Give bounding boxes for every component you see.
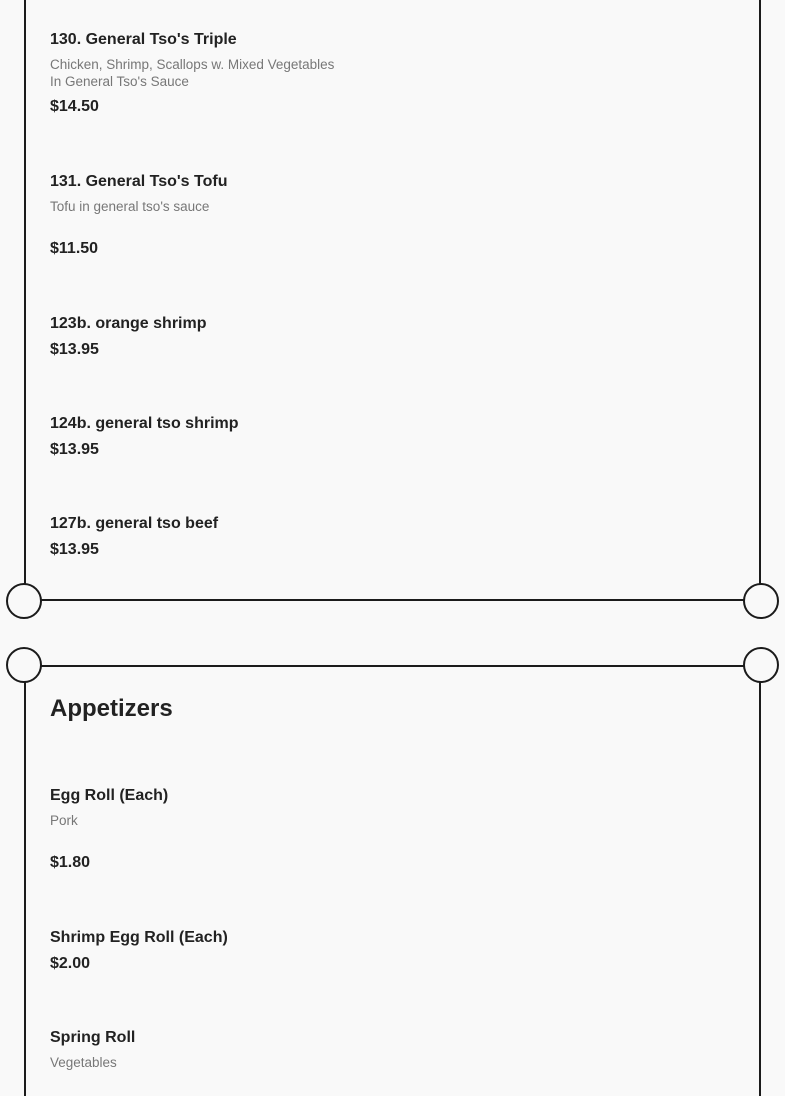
menu-item[interactable]	[50, 314, 650, 360]
menu-item[interactable]	[50, 514, 650, 560]
menu-item-price: $11.50	[50, 240, 99, 257]
menu-item[interactable]	[50, 786, 650, 873]
frame-corner-notch	[6, 647, 42, 683]
menu-item-price: $14.50	[50, 98, 99, 115]
menu-item-name: 127b. general tso beef	[50, 515, 219, 532]
section-title: Appetizers	[50, 695, 173, 722]
menu-item-name: Egg Roll (Each)	[50, 787, 169, 804]
menu-item[interactable]	[50, 30, 650, 117]
frame-corner-notch	[6, 583, 42, 619]
menu-item[interactable]	[50, 928, 650, 974]
frame-corner-notch	[743, 583, 779, 619]
menu-item-name: Shrimp Egg Roll (Each)	[50, 929, 228, 946]
menu-item[interactable]	[50, 414, 650, 460]
menu-item-name: 123b. orange shrimp	[50, 315, 207, 332]
menu-item-description: Vegetables	[50, 1055, 117, 1070]
menu-item-price: $13.95	[50, 341, 99, 358]
menu-item-name: 124b. general tso shrimp	[50, 415, 239, 432]
menu-item-price: $2.00	[50, 955, 91, 972]
menu-item-description: Pork	[50, 813, 78, 828]
menu-item-price: $1.80	[50, 854, 91, 871]
menu-item-name: Spring Roll	[50, 1029, 136, 1046]
menu-item-description: Chicken, Shrimp, Scallops w. Mixed Vegetables In General Tso's Sauce	[50, 57, 335, 89]
menu-item-description: Tofu in general tso's sauce	[50, 199, 210, 214]
menu-item[interactable]	[50, 1028, 650, 1071]
menu-item[interactable]	[50, 172, 650, 259]
menu-item-price: $13.95	[50, 441, 99, 458]
menu-item-price: $13.95	[50, 541, 99, 558]
menu-item-name: 130. General Tso's Triple	[50, 31, 237, 48]
frame-corner-notch	[743, 647, 779, 683]
menu-item-name: 131. General Tso's Tofu	[50, 173, 228, 190]
